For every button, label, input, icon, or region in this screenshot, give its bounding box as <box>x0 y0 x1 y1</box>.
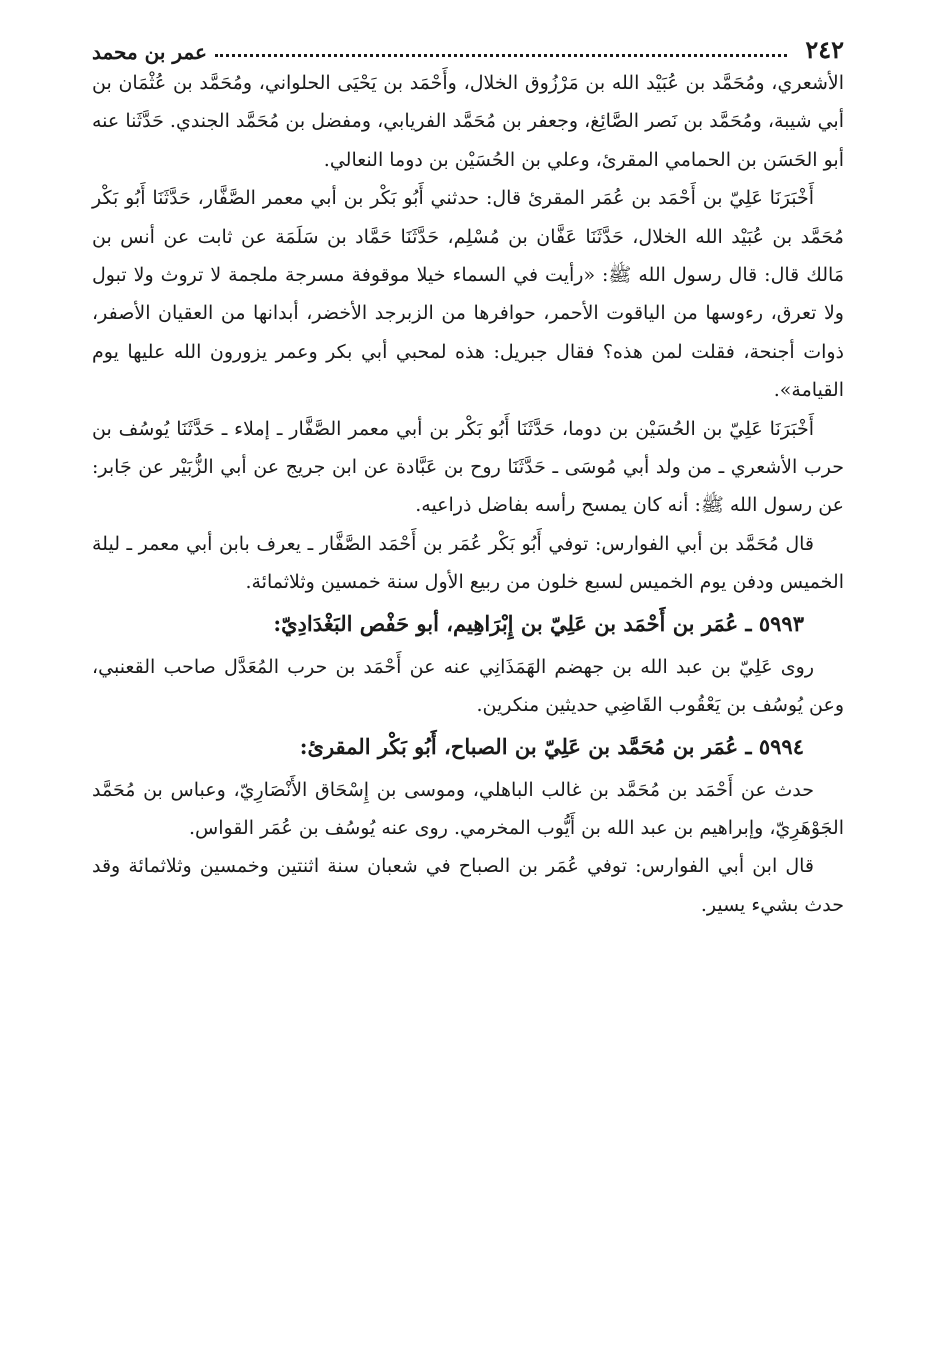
page-body <box>92 64 844 924</box>
entry-5993-paragraph: روى عَلِيّ بن عبد الله بن جهضم الهَمَذَانِي عنه عن أَحْمَد بن حرب المُعَدَّل صاحب القعنبي، وعن يُوسُف بن يَعْقُوب القَاضِي حديثين منكرين. <box>92 655 844 717</box>
running-title: عمر بن محمد <box>92 40 207 64</box>
entry-5994-paragraph: حدث عن أَحْمَد بن مُحَمَّد بن غالب الباهلي، وموسى بن إِسْحَاق الأَنْصَارِيّ، وعباس بن مُحَمَّد الجَوْهَرِيّ، وإبراهيم بن عبد الله بن أَيُّوب المخرمي. روى عنه يُوسُف بن عُمَر القواس. <box>92 778 844 839</box>
entry-heading-5993: ٥٩٩٣ ـ عُمَر بن أَحْمَد بن عَلِيّ بن إِبْرَاهِيم، أبو حَفْص البَغْدَادِيّ: <box>273 610 804 636</box>
running-header <box>92 30 844 64</box>
book-page <box>92 30 844 924</box>
paragraph-hadith-wiping-head: أَخْبَرَنَا عَلِيّ بن الحُسَيْن بن دوما، حَدَّثَنَا أَبُو بَكْر بن أبي معمر الصَّفَّار ـ إملاء ـ حَدَّثَنَا يُوسُف بن حرب الأشعري ـ من ولد أبي مُوسَى ـ حَدَّثَنَا روح بن عَبَّادة عن ابن جريج عن أبي الزُّبَيْر عن جَابر: عن رسول الله ﷺ: أنه كان يمسح رأسه بفاضل ذراعيه. <box>92 417 844 517</box>
page-number: ٢٤٢ <box>805 35 844 64</box>
paragraph-hadith-horses: أَخْبَرَنَا عَلِيّ بن أَحْمَد بن عُمَر المقرئ قال: حدثني أَبُو بَكْر بن أبي معمر الصَّفَّار، حَدَّثَنَا أَبُو بَكْر مُحَمَّد بن عُبَيْد الله الخلال، حَدَّثَنَا عَفَّان بن مُسْلِم، حَدَّثَنَا حَمَّاد بن سَلَمَة عن ثابت عن أنس بن مَالك قال: قال رسول الله ﷺ: «رأيت في السماء خيلا موقوفة مسرجة ملجمة لا تروث ولا تبول ولا تعرق، رءوسها من الياقوت الأحمر، حوافرها من الزبرجد الأخضر، أبدانها من العقيان الأصفر، ذوات أجنحة، فقلت لمن هذه؟ فقال جبريل: هذه لمحبي أبي بكر وعمر يزورون الله عليها يوم القيامة». <box>92 187 844 402</box>
entry-heading-5994: ٥٩٩٤ ـ عُمَر بن مُحَمَّد بن عَلِيّ بن الصباح، أَبُو بَكْر المقرئ: <box>299 733 804 759</box>
paragraph-death-note: قال مُحَمَّد بن أبي الفوارس: توفي أَبُو بَكْر عُمَر بن أَحْمَد الصَّفَّار ـ يعرف بابن أبي معمر ـ ليلة الخميس ودفن يوم الخميس لسبع خلون من ربيع الأول سنة خمسين وثلاثمائة. <box>92 532 844 594</box>
header-dot-leader <box>215 54 787 57</box>
paragraph-narrators: الأشعري، ومُحَمَّد بن عُبَيْد الله بن مَرْزُوق الخلال، وأَحْمَد بن يَحْيَى الحلواني، ومُحَمَّد بن عُثْمَان بن أبي شيبة، ومُحَمَّد بن نَصر الصَّائِغ، وجعفر بن مُحَمَّد الفريابي، ومفضل بن مُحَمَّد الجندي. حَدَّثَنا عنه أبو الحَسَن بن الحمامي المقرئ، وعلي بن الحُسَيْن بن دوما النعالي. <box>92 72 844 171</box>
entry-5994-death-note: قال ابن أبي الفوارس: توفي عُمَر بن الصباح في شعبان سنة اثنتين وخمسين وثلاثمائة وقد حدث بشيء يسير. <box>92 855 844 916</box>
